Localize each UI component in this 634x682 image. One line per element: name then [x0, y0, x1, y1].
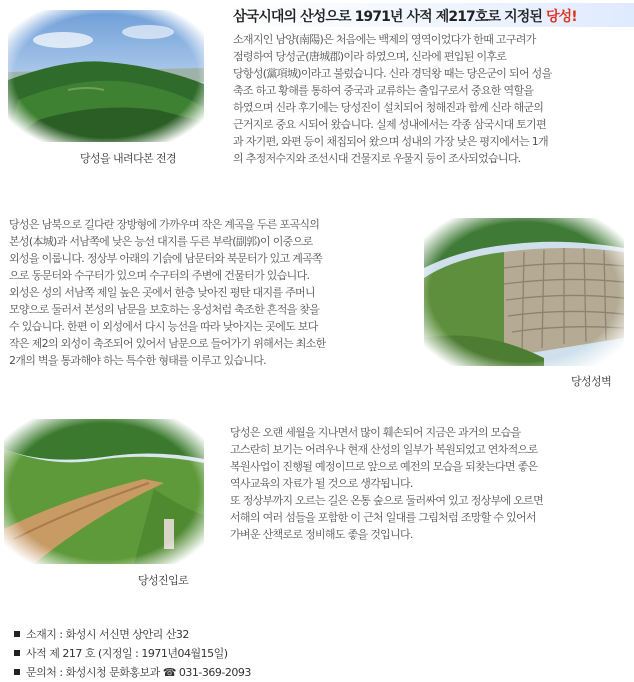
road-photo-caption: 당성진입로: [138, 574, 189, 587]
info-location: [14, 626, 189, 642]
text-line: 근거지로 중요 시되어 왔습니다. 실제 성내에서는 각종 삼국시대 토기편: [233, 118, 547, 131]
text-line: 복원사업이 진행될 예정이므로 앞으로 예전의 모습을 되찾는다면 좋은: [230, 460, 538, 473]
text-line: 또 정상부까지 오르는 길은 온통 숲으로 둘러싸여 있고 정상부에 오르면: [230, 494, 544, 507]
wall-photo-caption: 당성성벽: [571, 375, 612, 388]
text-line: 외성을 이룹니다. 정상부 아래의 기슭에 남문터와 북문터가 있고 계곡쪽: [9, 252, 323, 265]
structure-paragraph: [9, 216, 409, 369]
text-line: 으로 동문터와 수구터가 있으며 수구터의 주변에 건물터가 있습니다.: [9, 269, 310, 282]
text-line: 작은 제2의 외성이 축조되어 있어서 남문으로 들어가기 위해서는 최소한: [9, 337, 326, 350]
restoration-paragraph: [230, 424, 632, 543]
text-line: 2개의 벽을 통과해야 하는 특수한 형태를 이루고 있습니다.: [9, 354, 266, 367]
dangseong-view-photo: [8, 10, 204, 142]
text-line: 가벼운 산책로로 정비해도 좋을 것입니다.: [230, 528, 413, 541]
text-line: 외성은 성의 서남쪽 제일 높은 곳에서 한층 낮아진 평탄 대지를 주머니: [9, 286, 315, 299]
text-line: 축조 하고 황해를 통하여 중국과 교류하는 출입구로서 중요한 역할을: [233, 84, 534, 97]
text-line: 당항성(黨項城)이라고 불렀습니다. 신라 경덕왕 때는 당은군이 되어 성을: [233, 67, 552, 80]
info-text: 문의처 : 화성시청 문화홍보과 ☎ 031-369-2093: [26, 666, 251, 679]
info-text: 사적 제 217 호 (지정일 : 1971년04월15일): [26, 647, 228, 660]
text-line: 역사교육의 자료가 될 것으로 생각됩니다.: [230, 477, 413, 490]
text-line: 본성(本城)과 서남쪽에 낮은 능선 대지를 두른 부락(副郭)이 이중으로: [9, 235, 313, 248]
text-line: 점령하여 당성군(唐城郡)이라 하였으며, 신라에 편입된 이후로: [233, 50, 507, 63]
view-photo-caption: 당성을 내려다본 전경: [80, 152, 177, 165]
bullet-icon: [14, 631, 20, 637]
text-line: 고스란히 보기는 어려우나 현재 산성의 일부가 복원되었고 연차적으로: [230, 443, 538, 456]
title-accent: 당성!: [545, 9, 577, 25]
bullet-icon: [14, 669, 20, 675]
text-line: 소재지인 남양(南陽)은 처음에는 백제의 영역이었다가 한때 고구려가: [233, 33, 536, 46]
text-line: 의 추정저수지와 조선시대 건물지로 우물지 등이 조사되었습니다.: [233, 152, 521, 165]
entrance-road-photo: [4, 419, 204, 564]
text-line: 하였으며 신라 후기에는 당성진이 설치되어 청해진과 함께 신라 해군의: [233, 101, 544, 114]
text-line: 수 있습니다. 한편 이 외성에서 다시 능선을 따라 낮아지는 곳에도 보다: [9, 320, 318, 333]
text-line: 모양으로 둘러서 본성의 남문을 보호하는 옹성처럼 축조한 흔적을 찾을: [9, 303, 320, 316]
info-designation: [14, 645, 228, 661]
history-paragraph: [233, 31, 631, 167]
bullet-icon: [14, 650, 20, 656]
page-title: [233, 6, 577, 26]
text-line: 당성은 남북으로 길다란 장방형에 가까우며 작은 계곡을 두른 포곡식의: [9, 218, 320, 231]
text-line: 당성은 오랜 세월을 지나면서 많이 훼손되어 지금은 과거의 모습을: [230, 426, 521, 439]
text-line: 서해의 여러 섬들을 포함한 이 근처 일대를 그림처럼 조망할 수 있어서: [230, 511, 536, 524]
fortress-wall-photo: [424, 218, 624, 366]
title-main: 삼국시대의 산성으로 1971년 사적 제217호로 지정된: [233, 9, 546, 25]
info-text: 소재지 : 화성시 서신면 상안리 산32: [26, 628, 189, 641]
info-contact: [14, 664, 251, 680]
text-line: 과 자기편, 와편 등이 채집되어 왔으며 성내의 가장 낮은 평지에서는 1개: [233, 135, 548, 148]
